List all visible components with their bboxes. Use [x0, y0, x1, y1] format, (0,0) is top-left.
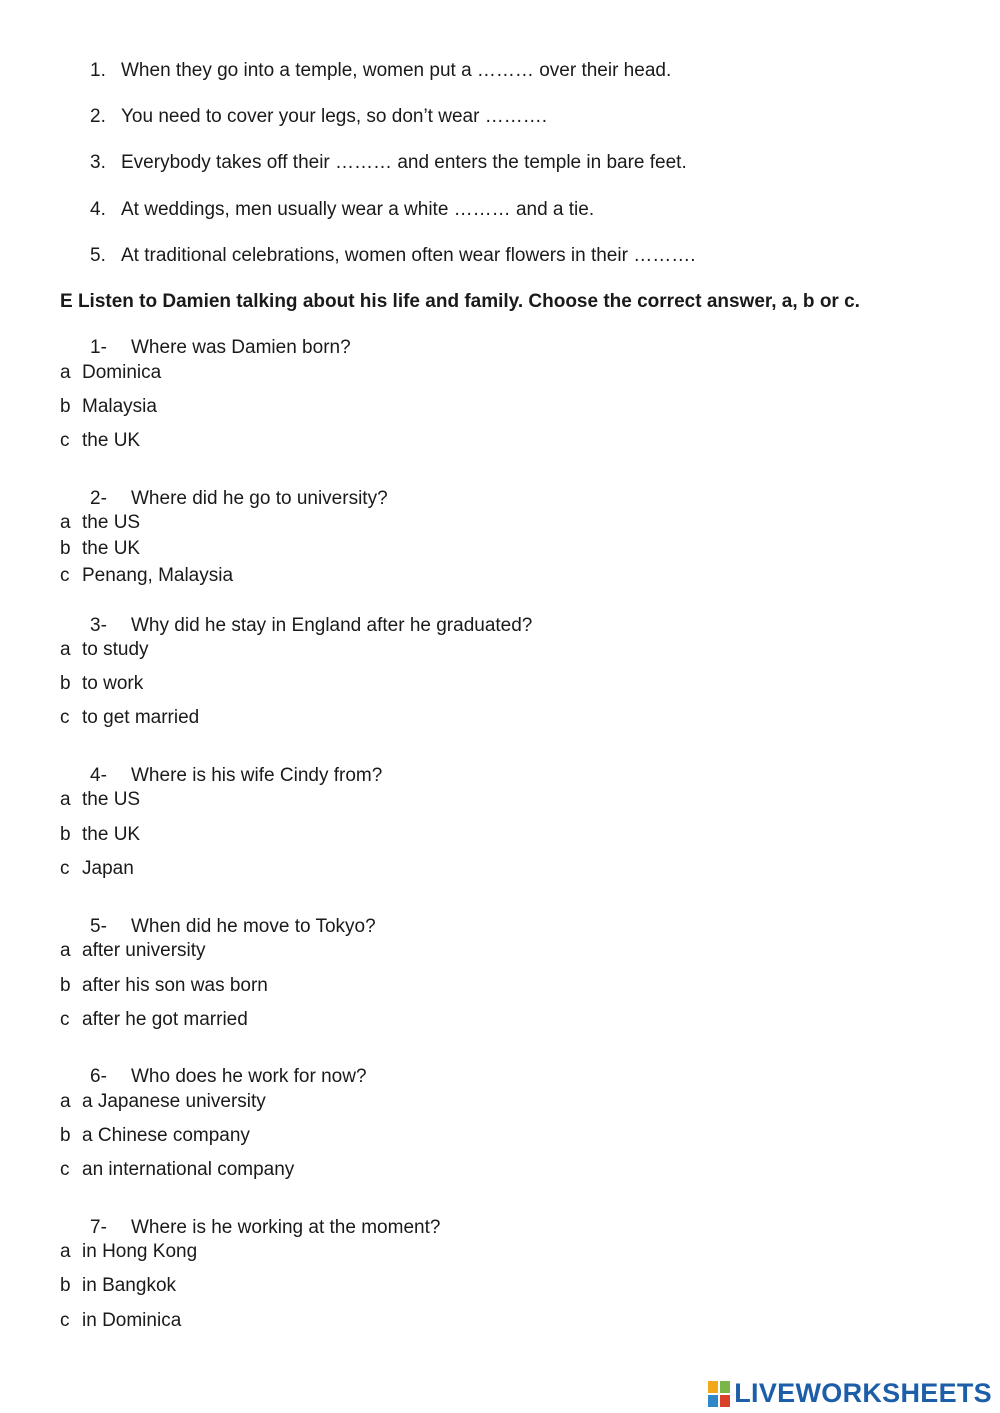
q5-option-a[interactable]	[60, 940, 206, 962]
option-letter: c	[60, 1310, 70, 1331]
q2-option-b[interactable]	[60, 538, 140, 560]
section-e-heading: E Listen to Damien talking about his life and family. Choose the correct answer, a, b or c.	[60, 291, 860, 312]
option-letter: a	[60, 512, 71, 533]
option-text: the US	[82, 512, 141, 533]
q4-option-c[interactable]	[60, 858, 134, 880]
option-text: in Hong Kong	[82, 1241, 198, 1262]
option-letter: b	[60, 1275, 71, 1296]
item-number: 4.	[90, 199, 106, 220]
option-text: in Bangkok	[82, 1275, 177, 1296]
q1-option-c[interactable]	[60, 430, 140, 452]
option-letter: a	[60, 362, 71, 383]
question-2	[90, 488, 388, 510]
item-number: 1.	[90, 60, 106, 81]
fill-item-1	[90, 60, 671, 82]
option-letter: c	[60, 565, 70, 586]
fill-item-5	[90, 245, 695, 267]
question-number: 1-	[90, 337, 107, 358]
question-number: 7-	[90, 1217, 107, 1238]
option-text: after university	[82, 940, 206, 961]
q2-option-a[interactable]	[60, 512, 140, 534]
question-text: Why did he stay in England after he graduated?	[131, 615, 533, 636]
q3-option-a[interactable]	[60, 639, 149, 661]
q5-option-c[interactable]	[60, 1009, 248, 1031]
option-letter: b	[60, 824, 71, 845]
question-4	[90, 765, 382, 787]
option-text: Dominica	[82, 362, 162, 383]
option-letter: a	[60, 1241, 71, 1262]
option-text: the UK	[82, 430, 141, 451]
option-letter: c	[60, 1009, 70, 1030]
q7-option-a[interactable]	[60, 1241, 197, 1263]
option-text: a Japanese university	[82, 1091, 266, 1112]
question-1	[90, 337, 351, 359]
question-text: Where was Damien born?	[131, 337, 351, 358]
q4-option-a[interactable]	[60, 789, 140, 811]
fill-item-3	[90, 152, 687, 174]
option-text: the UK	[82, 824, 141, 845]
q3-option-c[interactable]	[60, 707, 199, 729]
option-text: to study	[82, 639, 149, 660]
question-text: Where is his wife Cindy from?	[131, 765, 383, 786]
option-text: Japan	[82, 858, 134, 879]
item-text: When they go into a temple, women put a ……… over their head.	[121, 60, 672, 81]
question-number: 5-	[90, 916, 107, 937]
option-letter: c	[60, 430, 70, 451]
option-text: to work	[82, 673, 144, 694]
question-number: 2-	[90, 488, 107, 509]
q1-option-b[interactable]	[60, 396, 157, 418]
question-6	[90, 1066, 367, 1088]
question-text: Where did he go to university?	[131, 488, 388, 509]
question-5	[90, 916, 376, 938]
option-text: the US	[82, 789, 141, 810]
question-3	[90, 615, 532, 637]
logo-text: LIVEWORKSHEETS	[734, 1378, 992, 1408]
item-text: Everybody takes off their ……… and enters the temple in bare feet.	[121, 152, 687, 173]
question-number: 4-	[90, 765, 107, 786]
q6-option-c[interactable]	[60, 1159, 294, 1181]
liveworksheets-logo	[708, 1378, 992, 1409]
question-text: When did he move to Tokyo?	[131, 916, 376, 937]
fill-item-2	[90, 106, 547, 128]
option-letter: a	[60, 1091, 71, 1112]
item-number: 2.	[90, 106, 106, 127]
item-text: You need to cover your legs, so don’t wear ……….	[121, 106, 547, 127]
question-7	[90, 1217, 440, 1239]
fill-item-4	[90, 199, 594, 221]
q1-option-a[interactable]	[60, 362, 161, 384]
question-text: Who does he work for now?	[131, 1066, 367, 1087]
q7-option-c[interactable]	[60, 1310, 181, 1332]
liveworksheets-logo-icon	[708, 1381, 730, 1407]
item-text: At traditional celebrations, women often wear flowers in their ……….	[121, 245, 696, 266]
question-number: 6-	[90, 1066, 107, 1087]
option-text: in Dominica	[82, 1310, 182, 1331]
option-text: after he got married	[82, 1009, 248, 1030]
option-text: a Chinese company	[82, 1125, 250, 1146]
item-text: At weddings, men usually wear a white ……… and a tie.	[121, 199, 595, 220]
option-text: Malaysia	[82, 396, 157, 417]
item-number: 5.	[90, 245, 106, 266]
q4-option-b[interactable]	[60, 824, 140, 846]
item-number: 3.	[90, 152, 106, 173]
option-letter: b	[60, 396, 71, 417]
option-letter: b	[60, 673, 71, 694]
q2-option-c[interactable]	[60, 565, 233, 587]
option-text: an international company	[82, 1159, 295, 1180]
option-text: to get married	[82, 707, 200, 728]
option-letter: a	[60, 940, 71, 961]
q6-option-b[interactable]	[60, 1125, 250, 1147]
option-letter: b	[60, 975, 71, 996]
option-letter: c	[60, 858, 70, 879]
option-text: the UK	[82, 538, 141, 559]
q3-option-b[interactable]	[60, 673, 143, 695]
q7-option-b[interactable]	[60, 1275, 176, 1297]
option-letter: a	[60, 639, 71, 660]
option-letter: c	[60, 1159, 70, 1180]
question-text: Where is he working at the moment?	[131, 1217, 441, 1238]
question-number: 3-	[90, 615, 107, 636]
option-text: Penang, Malaysia	[82, 565, 234, 586]
option-text: after his son was born	[82, 975, 268, 996]
q6-option-a[interactable]	[60, 1091, 266, 1113]
option-letter: b	[60, 1125, 71, 1146]
q5-option-b[interactable]	[60, 975, 268, 997]
option-letter: c	[60, 707, 70, 728]
option-letter: b	[60, 538, 71, 559]
option-letter: a	[60, 789, 71, 810]
